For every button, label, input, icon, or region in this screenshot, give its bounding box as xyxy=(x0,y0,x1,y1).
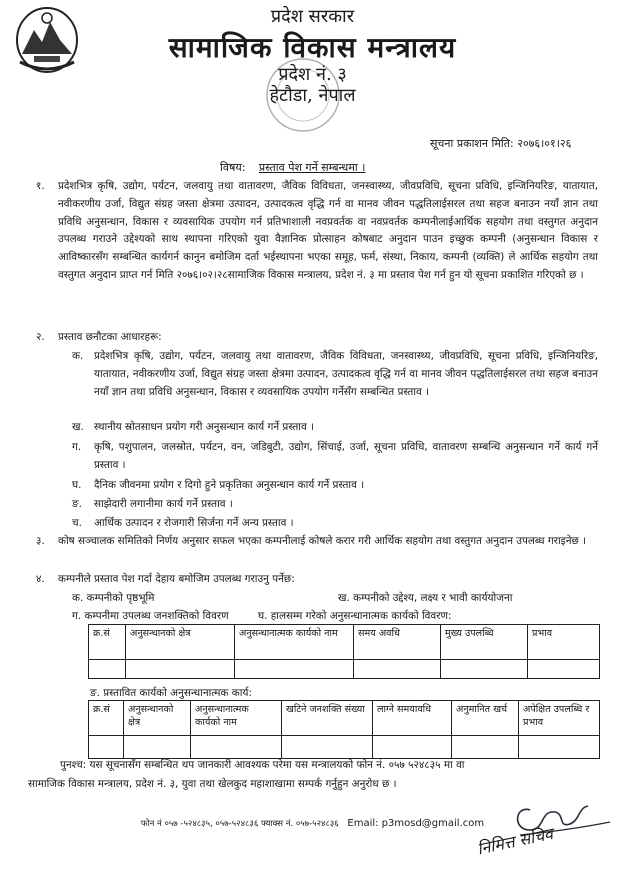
table-header-cell: अनुसन्धानात्मक कार्यको नाम xyxy=(235,625,354,660)
closing-line-2: सामाजिक विकास मन्त्रालय, प्रदेश नं. ३, युवा तथा खेलकुद महाशाखामा सम्पर्क गर्नुहुन अनुरोध छ । xyxy=(28,778,397,790)
criteria-item-label: ख. xyxy=(72,421,84,433)
criteria-item-label: क. xyxy=(72,350,84,362)
table-header-cell: लाग्ने समयावधि xyxy=(373,701,452,736)
requirement-background: क. कम्पनीको पृष्ठभूमि xyxy=(72,592,155,604)
table-header-cell: अनुसन्धानको क्षेत्र xyxy=(124,701,191,736)
section-3-text: कोष सञ्चालक समितिको निर्णय अनुसार सफल भएका कम्पनीलाई कोषले करार गरी आर्थिक सहयोग तथा वस्तुगत अनुदान उपलब्ध गराइनेछ । xyxy=(58,535,587,547)
section-1-text: प्रदेशभित्र कृषि, उद्योग, पर्यटन, जलवायु तथा वातावरण, जैविक विविधता, जनस्वास्थ्य, जीवप्रविधि, सूचना प्रविधि, इन्जिनियरिङ, यातायात, नवीकरणीय उर्जा, विद्युत संग्रह जस्ता क्षेत्रमा उत्पादन, उत्पादकत्व वृद्धि गर्न वा मानव जीवन पद्धतिलाईसरल तथा सहज बनाउन नयाँ ज्ञान तथा प्रविधि अनुसन्धान, विकास र व्यवसायिक उपयोग गर्न प्रतिभाशाली नवप्रवर्तक वा नवप्रवर्तक कम्पनीलाईआर्थिक सहयोग तथा वस्तुगत अनुदान उपलब्ध गराउने उद्देश्यको साथ स्थापना गरिएको युवा वैज्ञानिक प्रोत्साहन कोषबाट अनुदान पाउन इच्छुक कम्पनी (अनुसन्धान विकास र आविष्कारसँग सम्बन्धित कार्यगर्न कानुन बमोजिम दर्ता भईस्थापना भएका समूह, फर्म, संस्था, निकाय, कम्पनी (व्यक्ति) ले आर्थिक सहयोग तथा वस्तुगत अनुदान प्राप्त गर्न मिति २०७६।०२।२८सामाजिक विकास मन्त्रालय, प्रदेश नं. ३ मा प्रस्ताव पेश गर्न हुन यो सूचना प्रकाशित गरिएको छ । xyxy=(58,180,598,281)
footer-phones: फोन नं ०५७ -५२४८३५, ०५७-५२४८३६ फ्याक्स नं. ०५७-५२४८३६ xyxy=(140,819,339,829)
table-header-cell: अनुमानित खर्च xyxy=(452,701,519,736)
table-header-cell: समय अवधि xyxy=(354,625,441,660)
table-row xyxy=(89,660,600,679)
criteria-item-text: कृषि, पशुपालन, जलस्रोत, पर्यटन, वन, जडिबुटी, उद्योग, सिंचाई, उर्जा, सूचना प्रविधि, वातावरण सम्बन्धि अनुसन्धान गर्ने कार्य गर्ने प्रस्ताव । xyxy=(94,441,598,471)
table-header-row xyxy=(89,701,600,736)
header-province: प्रदेश नं. ३ xyxy=(278,64,347,85)
office-stamp-icon xyxy=(262,54,344,136)
proposed-work-table xyxy=(88,700,600,759)
proposed-work-heading: ङ. प्रस्तावित कार्यको अनुसन्धानात्मक कार्य: xyxy=(90,687,252,699)
section-2-number: २. xyxy=(36,331,45,343)
table-header-cell: अपेक्षित उपलब्धि र प्रभाव xyxy=(519,701,600,736)
subject-line xyxy=(220,160,365,175)
requirement-past-research: घ. हालसम्म गरेको अनुसन्धानात्मक कार्यको विवरण: xyxy=(258,610,452,622)
signature-designation: निमित्त सचिव xyxy=(475,823,555,859)
criteria-item-label: ङ. xyxy=(72,498,82,510)
requirement-objective: ख. कम्पनीको उद्देश्य, लक्ष्य र भावी कार्ययोजना xyxy=(338,592,513,604)
criteria-item-text: प्रदेशभित्र कृषि, उद्योग, पर्यटन, जलवायु तथा वातावरण, जैविक विविधता, जनस्वास्थ्य, जीवप्रविधि, सूचना प्रविधि, इन्जिनियरिङ, यातायात, नवीकरणीय उर्जा, विद्युत संग्रह जस्ता क्षेत्रमा उत्पादन, उत्पादकत्व वृद्धि गर्न वा मानव जीवन पद्धतिलाईसरल तथा सहज बनाउन नयाँ ज्ञान तथा प्रविधि अनुसन्धान, विकास र व्यवसायिक उपयोग गर्नेसँग सम्बन्धित प्रस्ताव । xyxy=(94,350,598,398)
table-header-cell: खटिने जनशक्ति संख्या xyxy=(282,701,373,736)
criteria-item-label: ग. xyxy=(72,441,82,453)
footer-email: Email: p3mosd@gmail.com xyxy=(347,818,485,829)
publish-date: सूचना प्रकाशन मिति: २०७६।०१।२६ xyxy=(430,137,572,150)
past-research-table xyxy=(88,624,600,679)
criteria-item-text: दैनिक जीवनमा प्रयोग र दिगो हुने प्रकृतिका अनुसन्धान कार्य गर्ने प्रस्ताव । xyxy=(94,479,365,491)
table-header-cell: मुख्य उपलब्धि xyxy=(441,625,528,660)
section-2-title: प्रस्ताव छनौटका आधारहरू: xyxy=(58,331,162,343)
requirement-manpower: ग. कम्पनीमा उपलब्ध जनशक्तिको विवरण xyxy=(72,610,229,622)
criteria-item-text: आर्थिक उत्पादन र रोजगारी सिर्जना गर्ने अन्य प्रस्ताव । xyxy=(94,517,294,529)
table-header-cell: क्र.सं xyxy=(89,701,124,736)
table-header-cell: क्र.सं xyxy=(89,625,126,660)
header-location: हेटौडा, नेपाल xyxy=(269,85,356,106)
table-header-cell: अनुसन्धानको क्षेत्र xyxy=(126,625,235,660)
header-ministry: सामाजिक विकास मन्त्रालय xyxy=(168,31,457,64)
criteria-item-label: च. xyxy=(72,517,82,529)
subject-label: विषय: xyxy=(220,161,246,174)
closing-line-1: पुनश्च: यस सूचनासँग सम्बन्धित थप जानकारी आवश्यक परेमा यस मन्त्रालयको फोन नं. ०५७ ५२४८३५ मा वा xyxy=(60,759,465,771)
subject-text: प्रस्ताव पेश गर्ने सम्बन्धमा । xyxy=(258,161,366,174)
criteria-item-text: स्थानीय स्रोतसाधन प्रयोग गरी अनुसन्धान कार्य गर्ने प्रस्ताव । xyxy=(94,421,315,433)
header-government: प्रदेश सरकार xyxy=(270,6,355,27)
table-header-row xyxy=(89,625,600,660)
table-header-cell: अनुसन्धानात्मक कार्यको नाम xyxy=(191,701,282,736)
section-4-number: ४. xyxy=(36,573,45,585)
criteria-item-text: साझेदारी लगानीमा कार्य गर्ने प्रस्ताव । xyxy=(94,498,233,510)
section-4-title: कम्पनीले प्रस्ताव पेश गर्दा देहाय बमोजिम उपलब्ध गराउनु पर्नेछ: xyxy=(58,573,295,585)
section-1-number: १. xyxy=(36,180,45,192)
criteria-item-label: घ. xyxy=(72,479,82,491)
table-header-cell: प्रभाव xyxy=(528,625,600,660)
section-3-number: ३. xyxy=(36,535,45,547)
table-row xyxy=(89,736,600,759)
